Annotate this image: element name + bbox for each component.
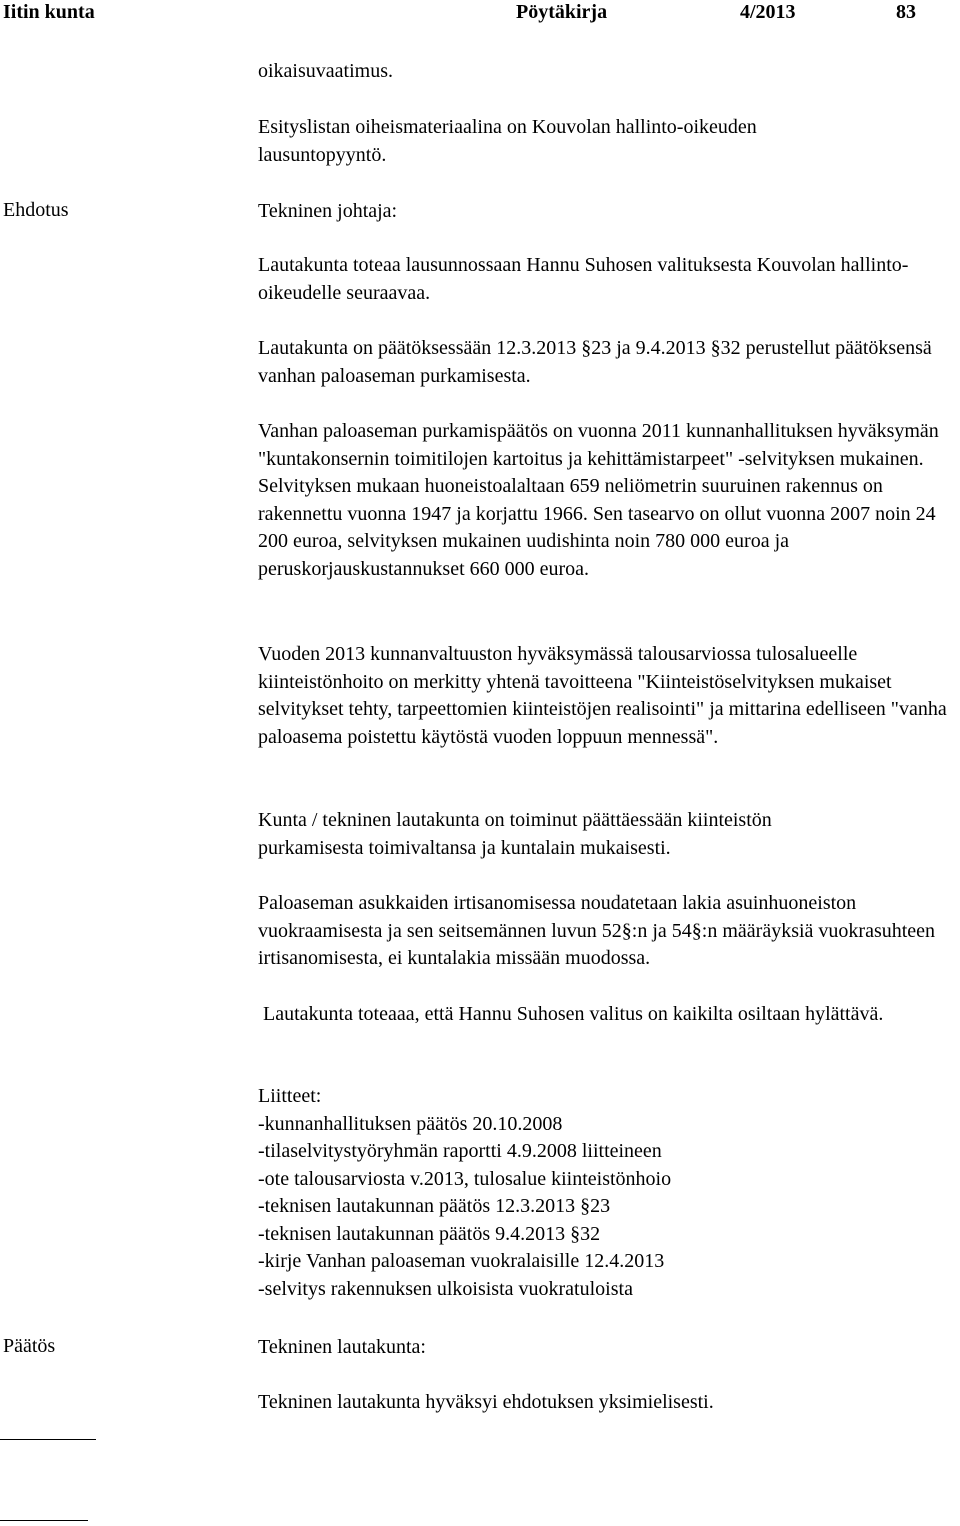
divider-rule	[0, 1439, 96, 1440]
text-block-7	[258, 807, 958, 862]
text-block-1	[258, 114, 958, 169]
decision-statement: Tekninen lautakunta hyväksyi ehdotuksen yksimielisesti.	[258, 1391, 714, 1413]
paragraph: Vuoden 2013 kunnanvaltuuston hyväksymässä talousarviossa tulosalueelle kiinteistönhoito on merkitty yhtenä tavoitteena "Kiinteistöselvityksen mukaiset selvitykset tehty, tarpeettomien kiinteistöjen realisointi" ja mittarina edelliseen "vanha paloasema poistettu käytöstä vuoden loppuun mennessä".	[258, 643, 947, 748]
paragraph: Lautakunta toteaa lausunnossaan Hannu Suhosen valituksesta Kouvolan hallinto-oikeudelle seuraavaa.	[258, 254, 909, 304]
text-block-5	[258, 418, 958, 583]
text-block-0	[258, 58, 958, 86]
list-item: -kirje Vanhan paloaseman vuokralaisille 12.4.2013	[258, 1250, 665, 1272]
document-type: Pöytäkirja	[516, 1, 608, 23]
list-item: -ote talousarviosta v.2013, tulosalue kiinteistönhoio	[258, 1167, 672, 1190]
proposal-heading: Tekninen johtaja:	[258, 200, 398, 222]
paragraph: Vanhan paloaseman purkamispäätös on vuonna 2011 kunnanhallituksen hyväksymän "kuntakonsernin toimitilojen kartoitus ja kehittämistarpeet" -selvityksen mukainen. Selvityksen mukaan huoneistoalaltaan 659 neliömetrin suuruinen rakennus on rakennettu vuonna 1947 ja korjattu 1966. Sen tasearvo on ollut vuonna 2007 noin 24 200 euroa, selvityksen mukainen uudishinta noin 780 000 euroa ja peruskorjauskustannukset 660 000 euroa.	[258, 420, 939, 580]
text-block-9	[258, 1001, 958, 1029]
paragraph: Paloaseman asukkaiden irtisanomisessa noudatetaan lakia asuinhuoneiston vuokraamisesta ja sen seitsemännen luvun 52§:n ja 54§:n määräyksiä vuokrasuhteen irtisanomisesta, ei kuntalakia missään muodossa.	[258, 892, 936, 969]
paragraph: Lautakunta toteaaa, että Hannu Suhosen valitus on kaikilta osiltaan hylättävä.	[258, 1003, 884, 1025]
municipality-name: Iitin kunta	[3, 1, 95, 23]
list-item: -selvitys rakennuksen ulkoisista vuokratuloista	[258, 1277, 633, 1300]
label-decision: Päätös	[3, 1335, 56, 1357]
attachments-title: Liitteet:	[258, 1085, 322, 1107]
attachments-list	[258, 1083, 958, 1303]
text-block-6	[258, 641, 958, 751]
paragraph: Kunta / tekninen lautakunta on toiminut päättäessään kiinteistön purkamisesta toimivaltansa ja kuntalain mukaisesti.	[258, 809, 772, 859]
decision-text	[258, 1389, 958, 1417]
text-block-8	[258, 890, 958, 973]
paragraph: Lautakunta on päätöksessään 12.3.2013 §23 ja 9.4.2013 §32 perustellut päätöksensä vanhan paloaseman purkamisesta.	[258, 337, 932, 387]
page-number: 83	[896, 1, 916, 23]
list-item: -teknisen lautakunnan päätös 12.3.2013 §23	[258, 1195, 611, 1217]
text-block-3	[258, 252, 958, 307]
list-item: -teknisen lautakunnan päätös 9.4.2013 §32	[258, 1222, 601, 1245]
document-number: 4/2013	[740, 1, 796, 23]
paragraph: Esityslistan oiheismateriaalina on Kouvolan hallinto-oikeuden lausuntopyyntö.	[258, 116, 757, 166]
decision-heading	[258, 1334, 958, 1362]
divider-rule	[0, 1520, 88, 1521]
list-item: -kunnanhallituksen päätös 20.10.2008	[258, 1112, 563, 1135]
list-item: -tilaselvitystyöryhmän raportti 4.9.2008 liitteineen	[258, 1140, 662, 1162]
paragraph: oikaisuvaatimus.	[258, 60, 393, 82]
text-block-2	[258, 198, 958, 226]
text-block-4	[258, 335, 958, 390]
label-proposal: Ehdotus	[3, 199, 69, 221]
decision-body-heading: Tekninen lautakunta:	[258, 1336, 426, 1358]
